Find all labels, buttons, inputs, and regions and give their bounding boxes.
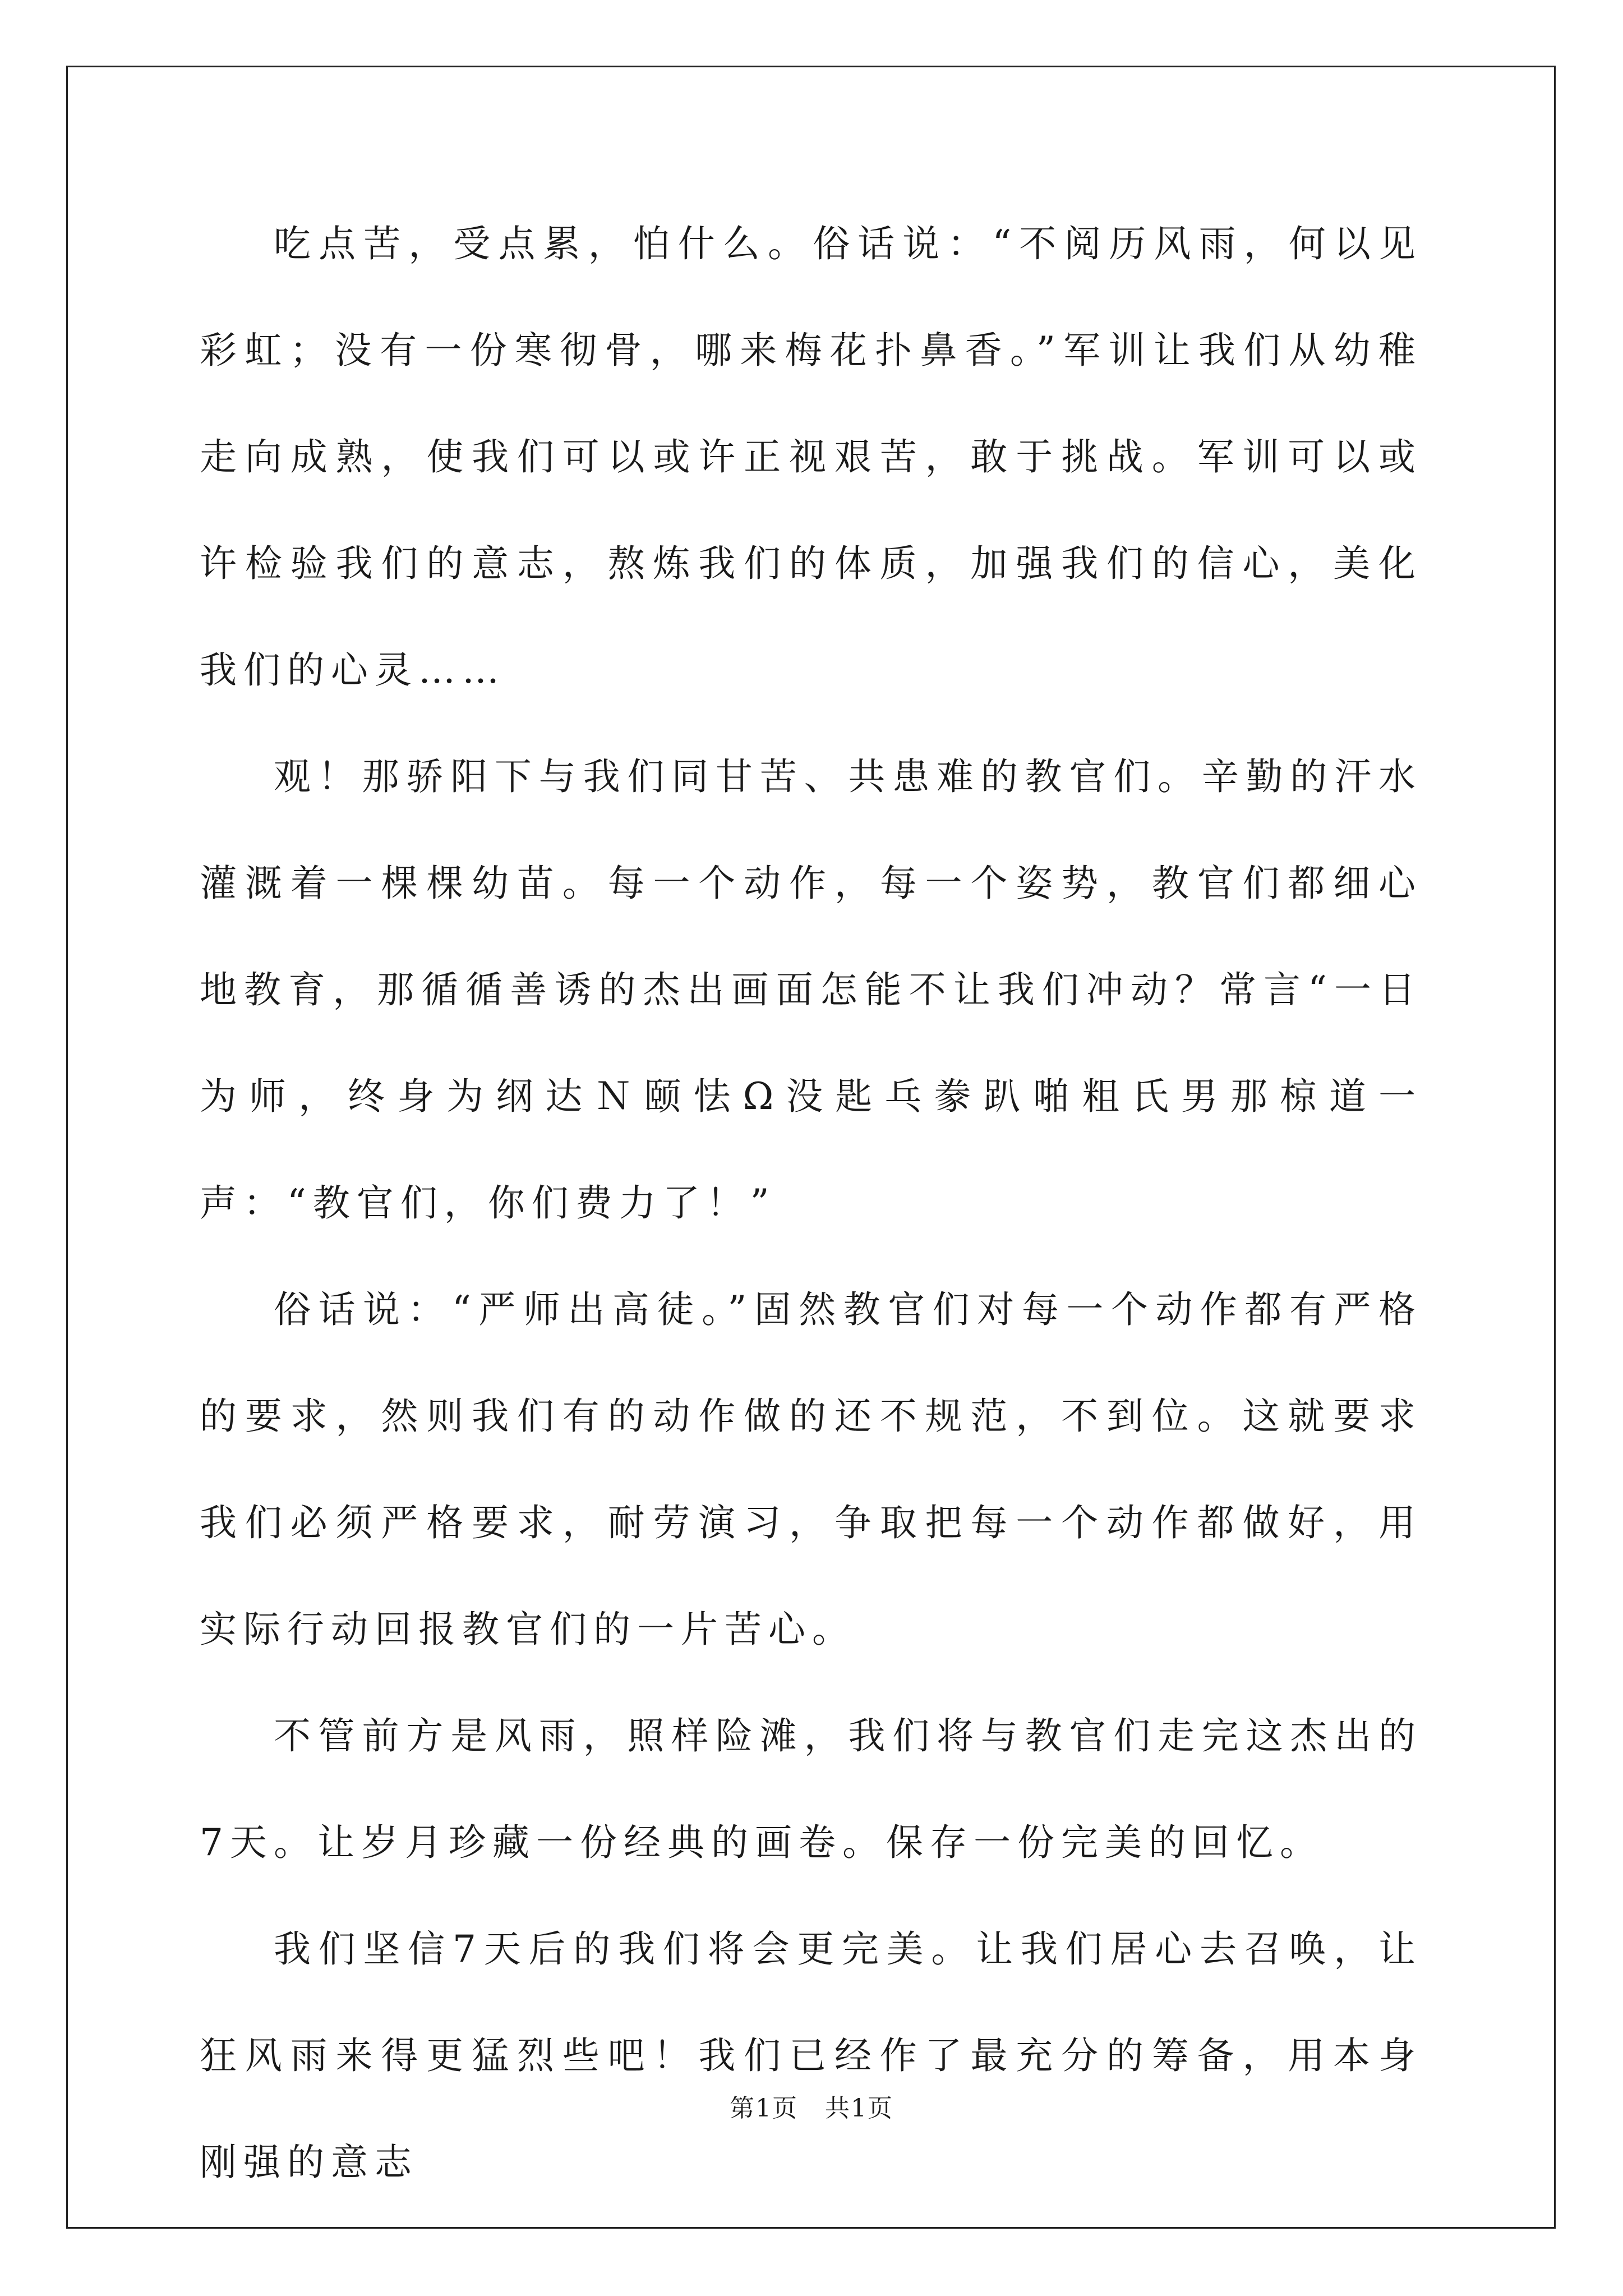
page-number-current: 第1页 [730,2094,798,2123]
paragraph-4: 不管前方是风雨，照样险滩，我们将与教官们走完这杰出的7天。让岁月珍藏一份经典的画卷。保存一份完美的回忆。 [200,1714,1422,1864]
document-body [200,191,1422,2216]
paragraph-3: 俗话说：“严师出高徒。”固然教官们对每一个动作都有严格的要求，然则我们有的动作做的还不规范，不到位。这就要求我们必须严格要求，耐劳演习，争取把每一个动作都做好，用实际行动回报教官们的一片苦心。 [200,1288,1422,1651]
page-footer [0,2088,1623,2124]
page-number-total: 共1页 [825,2094,893,2123]
paragraph-5: 我们坚信7天后的我们将会更完美。让我们居心去召唤，让狂风雨来得更猛烈些吧！我们已经作了最充分的筹备，用本身刚强的意志 [200,1927,1422,2184]
paragraph-1: 吃点苦，受点累，怕什么。俗话说：“不阅历风雨，何以见彩虹；没有一份寒彻骨，哪来梅花扑鼻香。”军训让我们从幼稚走向成熟，使我们可以或许正视艰苦，敢于挑战。军训可以或许检验我们的意志，熬炼我们的体质，加强我们的信心，美化我们的心灵…… [200,222,1422,692]
paragraph-2: 观！那骄阳下与我们同甘苦、共患难的教官们。辛勤的汗水灌溉着一棵棵幼苗。每一个动作，每一个姿势，教官们都细心地教育，那循循善诱的杰出画面怎能不让我们冲动？常言“一日为师，终身为纲达Ｎ颐怯Ω没匙乓豢趴啪粗氏男那椋道一声：“教官们，你们费力了！” [200,755,1422,1225]
